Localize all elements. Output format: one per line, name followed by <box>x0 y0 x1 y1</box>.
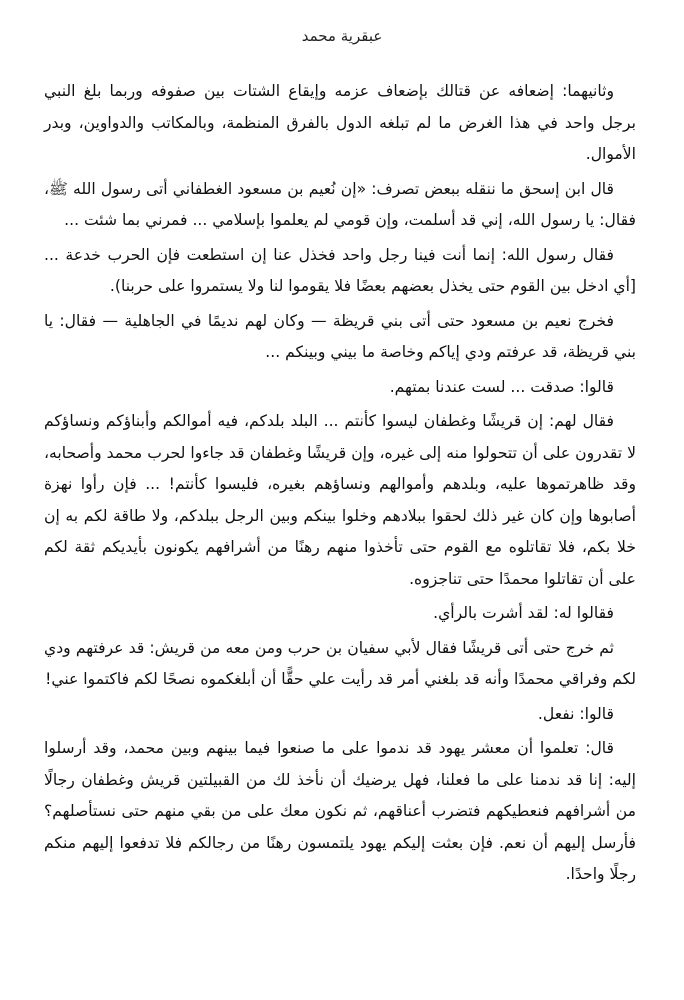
paragraph-6: فقال لهم: إن قريشًا وغطفان ليسوا كأنتم ... البلد بلدكم، فيه أموالكم وأبناؤكم ونساؤكم لا تقدرون على أن تتحولوا منه إلى غيره، وإن قريشًا وغطفان قد جاءوا لحرب محمد وأصحابه، وقد ظاهرتموها عليه، وبلدهم وأموالهم ونساؤهم بغيره، فليسوا كأنتم! ... فإن رأوا نهزة أصابوها وإن كان غير ذلك لحقوا ببلادهم وخلوا بينكم وبين الرجل ببلدكم، ولا طاقة لكم به إن خلا بكم، فلا تقاتلوه مع القوم حتى تأخذوا منهم رهنًا من أشرافهم يكونون بأيديكم ثقة لكم على أن تقاتلوا محمدًا حتى تناجزوه. <box>44 412 636 588</box>
paragraph-8: ثم خرج حتى أتى قريشًا فقال لأبي سفيان بن حرب ومن معه من قريش: قد عرفتهم ودي لكم وفراقي محمدًا وأنه قد بلغني أمر قد رأيت علي حقًّا أن أبلغكموه نصحًا لكم فاكتموا عني! <box>44 638 636 688</box>
paragraph-4: فخرج نعيم بن مسعود حتى أتى بني قريظة — وكان لهم نديمًا في الجاهلية — فقال: يا بني قريظة، قد عرفتم ودي إياكم وخاصة ما بيني وبينكم ... <box>44 311 636 361</box>
paragraph-2: قال ابن إسحق ما ننقله ببعض تصرف: «إن نُعيم بن مسعود الغطفاني أتى رسول الله ﷺ، فقال: يا رسول الله، إني قد أسلمت، وإن قومي لم يعلموا بإسلامي ... فمرني بما شئت ... <box>44 179 636 229</box>
paragraph-3: فقال رسول الله: إنما أنت فينا رجل واحد فخذل عنا إن استطعت فإن الحرب خدعة ... [أي ادخل بين القوم حتى يخذل بعضهم بعضًا فلا يقوموا لنا ولا يستمروا على حربنا). <box>44 245 636 295</box>
running-header: عبقرية محمد <box>301 27 383 45</box>
paragraph-10: قال: تعلموا أن معشر يهود قد ندموا على ما صنعوا فيما بينهم وبين محمد، وقد أرسلوا إليه: إنا قد ندمنا على ما فعلنا، فهل يرضيك أن نأخذ لك من القبيلتين قريش وغطفان رجالًا من أشرافهم فنعطيكهم فتضرب أعناقهم، ثم نكون معك على من بقي منهم حتى نستأصلهم؟ فأرسل إليهم أن نعم. فإن بعثت إليكم يهود يلتمسون رهنًا من رجالكم فلا تدفعوا إليهم منكم رجلًا واحدًا. <box>44 739 636 883</box>
paragraph-1: وثانيهما: إضعافه عن قتالك بإضعاف عزمه وإيقاع الشتات بين صفوفه وربما بلغ النبي برجل واحد في هذا الغرض ما لم تبلغه الدول بالفرق المنظمة، وبالمكاتب والدواوين، وبدر الأموال. <box>44 82 636 163</box>
body-text <box>44 76 636 894</box>
paragraph-5: قالوا: صدقت ... لست عندنا بمتهم. <box>389 377 614 396</box>
paragraph-7: فقالوا له: لقد أشرت بالرأي. <box>433 604 614 622</box>
paragraph-9: قالوا: نفعل. <box>537 704 614 723</box>
